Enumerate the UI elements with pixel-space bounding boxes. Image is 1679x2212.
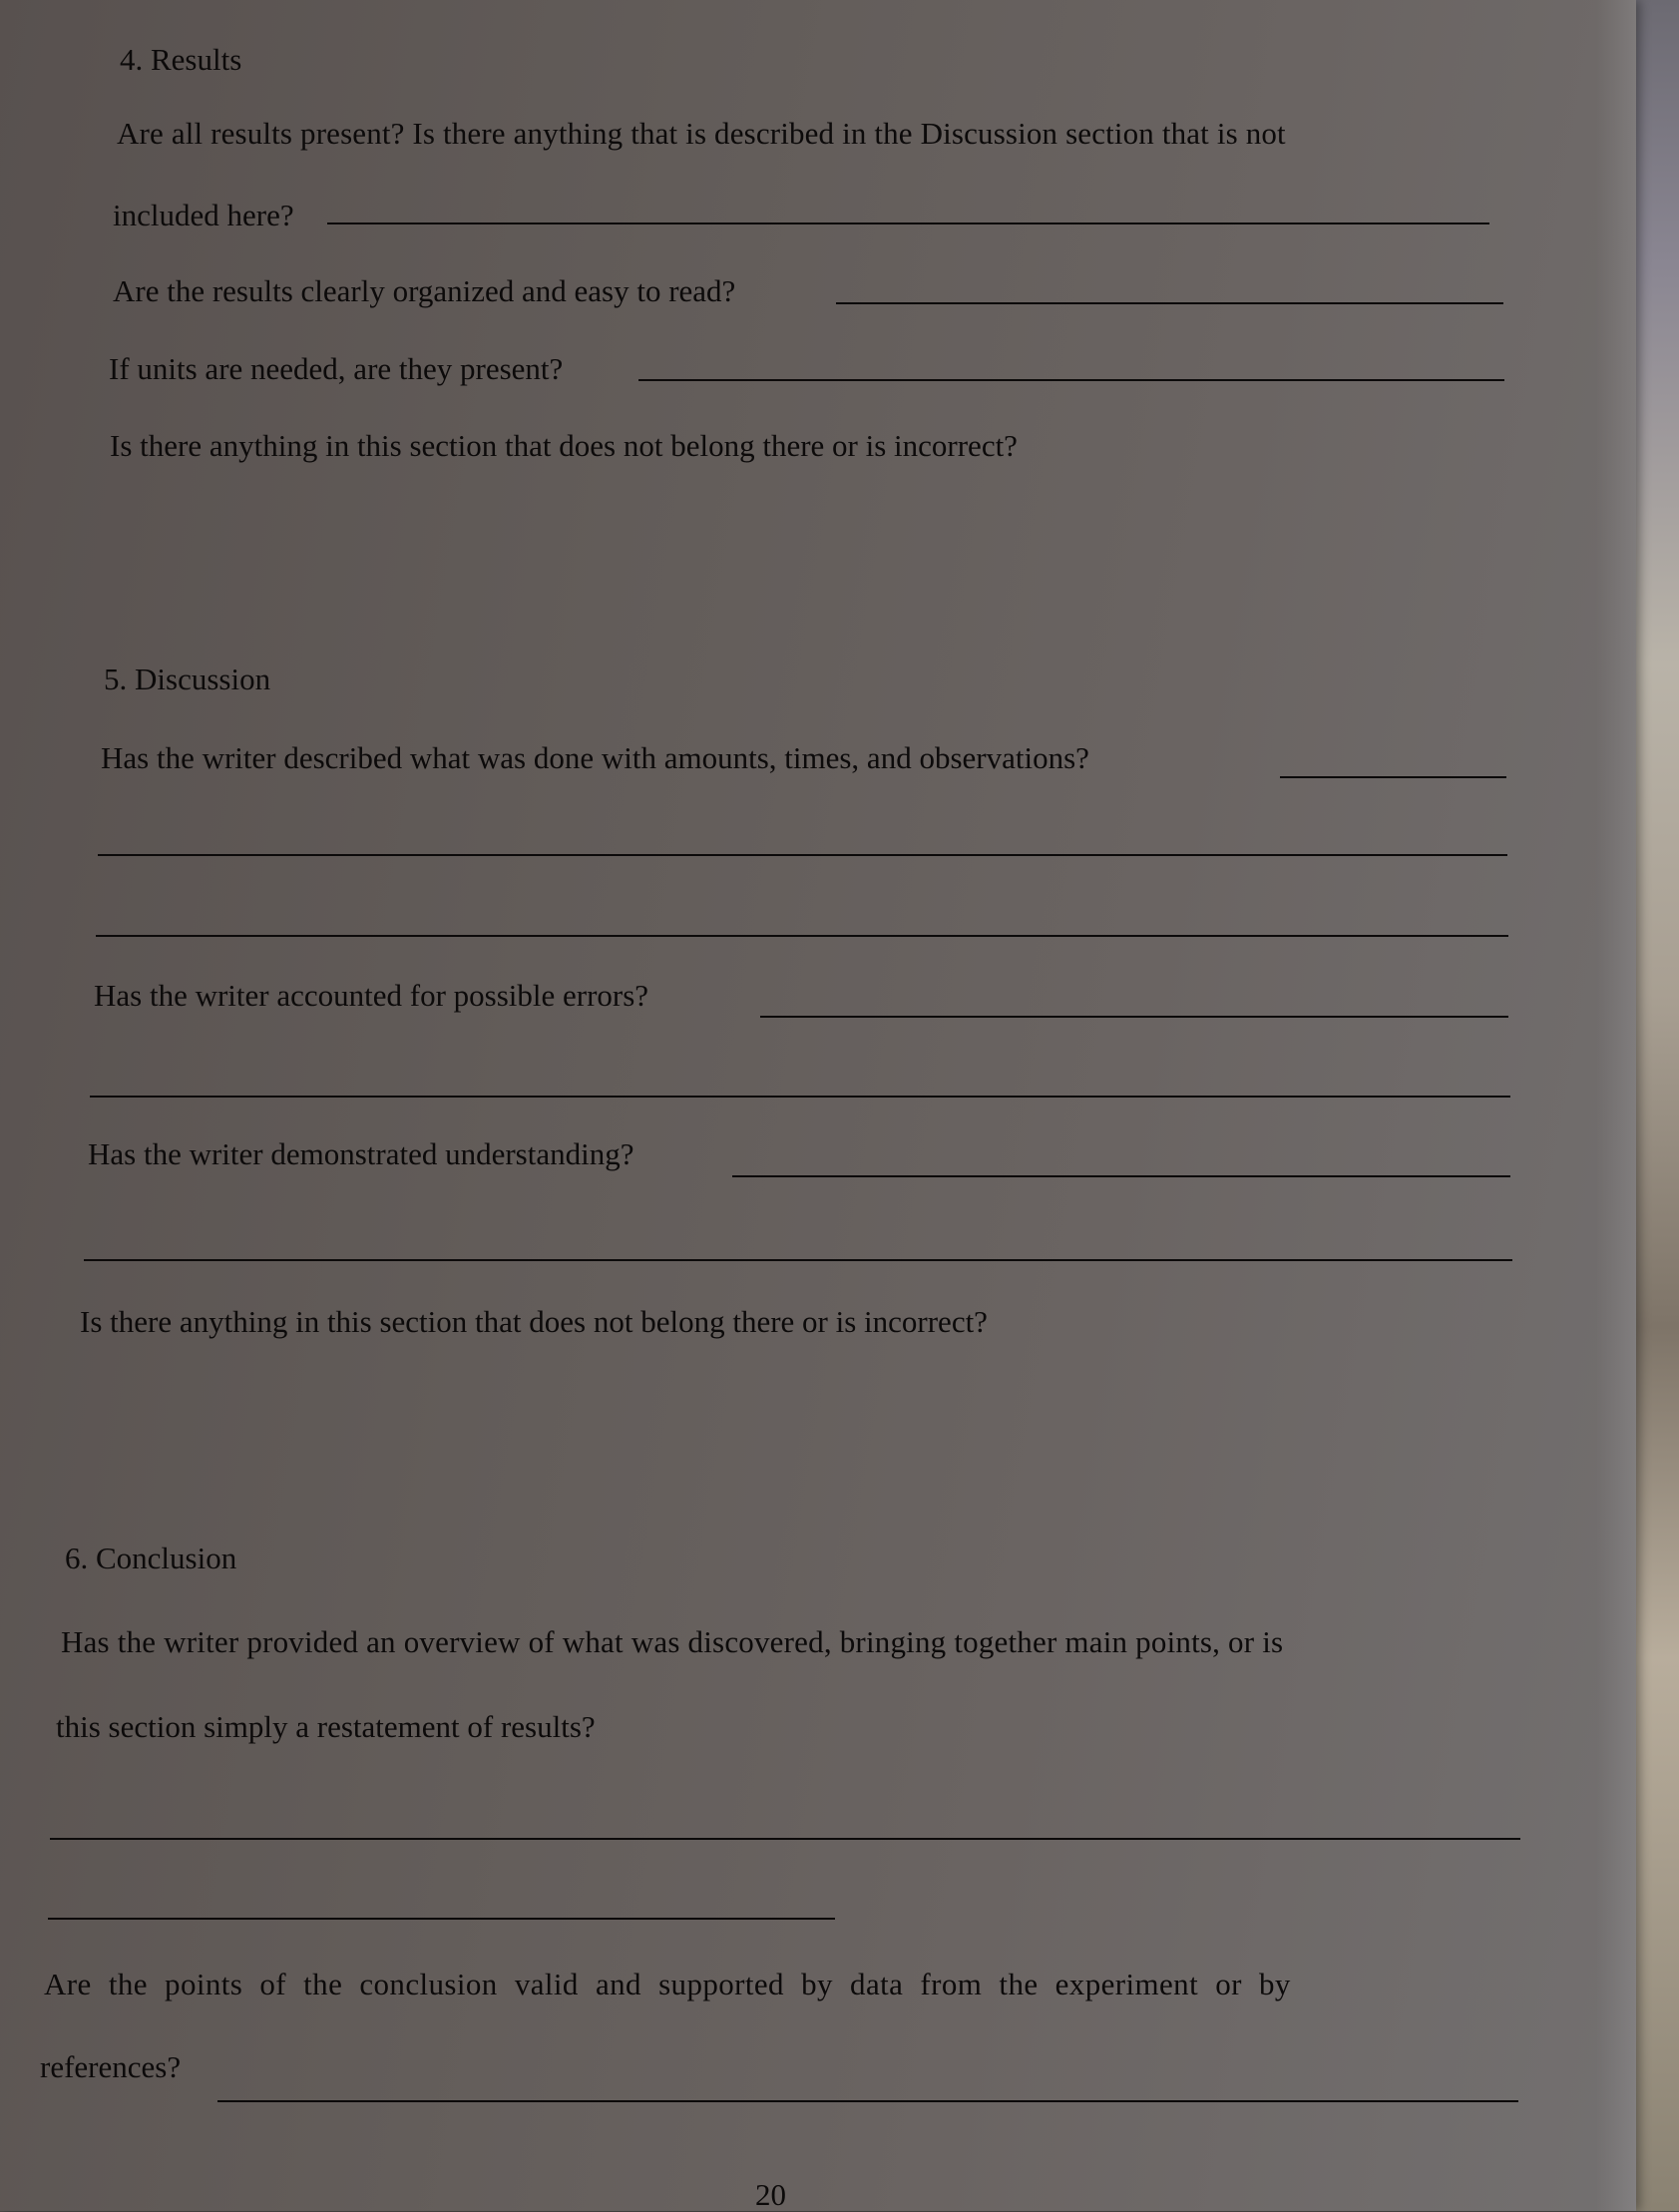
answer-line[interactable] <box>96 935 1508 937</box>
results-question-4: Is there anything in this section that does not belong there or is incorrect? <box>110 428 1018 463</box>
section-heading-discussion: 5. Discussion <box>104 662 271 696</box>
answer-line[interactable] <box>732 1175 1510 1177</box>
results-question-1-line-2: included here? <box>113 198 294 232</box>
section-heading-conclusion: 6. Conclusion <box>65 1541 237 1575</box>
answer-line[interactable] <box>90 1096 1510 1098</box>
discussion-question-2: Has the writer accounted for possible errors? <box>94 978 649 1013</box>
answer-line[interactable] <box>1280 776 1506 778</box>
discussion-question-3: Has the writer demonstrated understanding? <box>88 1136 634 1171</box>
results-question-1-line-1: Are all results present? Is there anything that is described in the Discussion section that is not <box>117 116 1286 151</box>
answer-line[interactable] <box>327 222 1489 224</box>
results-question-3: If units are needed, are they present? <box>109 351 564 386</box>
answer-line[interactable] <box>84 1259 1512 1261</box>
discussion-question-1: Has the writer described what was done with amounts, times, and observations? <box>101 740 1089 775</box>
page-number: 20 <box>755 2177 786 2212</box>
conclusion-question-1-line-2: this section simply a restatement of results? <box>56 1709 596 1744</box>
answer-line[interactable] <box>48 1918 835 1920</box>
answer-line[interactable] <box>217 2100 1518 2102</box>
results-question-2: Are the results clearly organized and easy to read? <box>113 273 736 308</box>
page-edge <box>1596 0 1636 2211</box>
answer-line[interactable] <box>836 302 1503 304</box>
answer-line[interactable] <box>638 379 1504 381</box>
answer-line[interactable] <box>98 854 1507 856</box>
section-heading-results: 4. Results <box>120 42 242 77</box>
answer-line[interactable] <box>760 1016 1508 1018</box>
conclusion-question-2-line-2: references? <box>40 2049 182 2084</box>
conclusion-question-2-line-1: Are the points of the conclusion valid and supported by data from the experiment or by <box>44 1967 1291 2001</box>
discussion-question-4: Is there anything in this section that does not belong there or is incorrect? <box>80 1304 988 1339</box>
answer-line[interactable] <box>50 1838 1520 1840</box>
conclusion-question-1-line-1: Has the writer provided an overview of what was discovered, bringing together main points, or is <box>61 1624 1284 1659</box>
